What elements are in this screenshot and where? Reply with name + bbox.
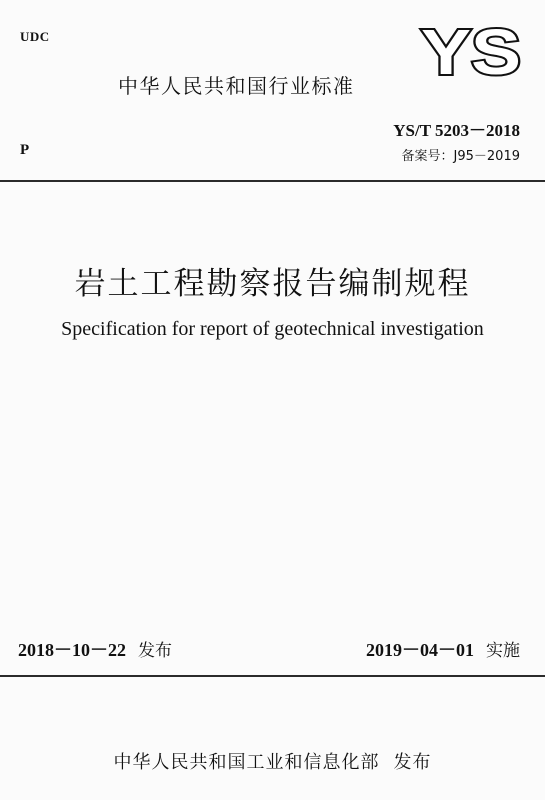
- standard-number: YS/T 5203－2018: [393, 121, 520, 140]
- bottom-divider: [0, 675, 545, 677]
- publisher-name: 中华人民共和国工业和信息化部: [113, 752, 380, 773]
- document-title-cn: 岩土工程勘察报告编制规程: [74, 266, 471, 301]
- publish-label: 发布: [393, 752, 432, 773]
- logo-text: YS: [421, 20, 521, 82]
- implement-date: 2019－04－01: [366, 640, 474, 660]
- issue-date-line: [18, 636, 172, 662]
- implement-date-line: [366, 636, 520, 662]
- industry-standard-title: 中华人民共和国行业标准: [118, 74, 355, 98]
- ys-logo-icon: [418, 20, 524, 82]
- classification-code: P: [20, 142, 30, 158]
- implement-label: 实施: [486, 641, 520, 661]
- issue-date: 2018－10－22: [18, 640, 126, 660]
- udc-label: UDC: [20, 29, 50, 44]
- issue-label: 发布: [138, 641, 172, 661]
- publisher-line: [0, 748, 545, 774]
- top-divider: [0, 180, 545, 182]
- record-number: 备案号：J95－2019: [401, 149, 520, 164]
- document-title-en: Specification for report of geotechnical investigation: [61, 318, 484, 340]
